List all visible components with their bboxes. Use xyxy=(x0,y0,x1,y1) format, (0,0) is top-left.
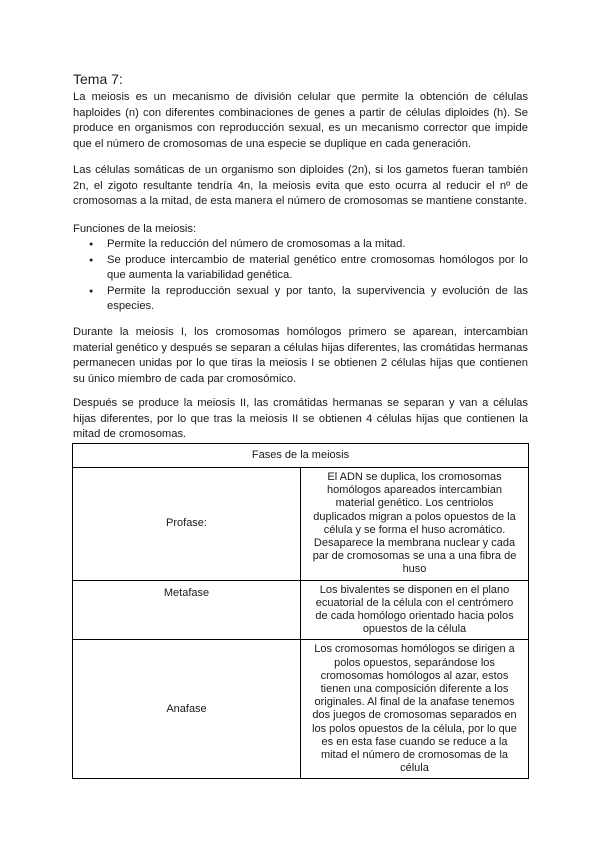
list-item: ● Se produce intercambio de material genético entre cromosomas homólogos por lo que aumenta la variabilidad genética. xyxy=(73,253,528,284)
meiosis-one-paragraph: Durante la meiosis I, los cromosomas homólogos primero se aparean, intercambian material genético y después se separan a células hijas diferentes, las cromátidas hermanas permanecen unidas por lo que tiras la meiosis I se obtienen 2 células hijas que contienen su único miembro de cada par cromosómico. xyxy=(73,326,528,385)
list-item: ● Permite la reducción del número de cromosomas a la mitad. xyxy=(73,237,528,253)
page-title: Tema 7: xyxy=(73,71,123,87)
phase-name-cell: Profase: xyxy=(73,468,301,581)
list-item: ● Permite la reproducción sexual y por tanto, la supervivencia y evolución de las especies. xyxy=(73,284,528,315)
phases-table xyxy=(72,443,529,779)
table-row xyxy=(73,468,529,581)
phase-description-cell: Los bivalentes se disponen en el plano ecuatorial de la célula con el centrómero de cada homólogo orientado hacia polos opuestos de la célula xyxy=(301,580,529,640)
phase-name-cell: Anafase xyxy=(73,640,301,779)
functions-list xyxy=(73,237,528,315)
meiosis-two-paragraph: Después se produce la meiosis II, las cromátidas hermanas se separan y van a células hijas diferentes, por lo que tras la meiosis II se obtienen 4 células hijas que contienen la mitad de cromosomas. xyxy=(73,397,528,441)
phase-name-cell: Metafase xyxy=(73,580,301,640)
phase-description-cell: El ADN se duplica, los cromosomas homólogos apareados intercambian material genético. Los centriolos duplicados migran a polos opuestos de la célula y se forma el huso acromático. Desaparece la membrana nuclear y cada par de cromosomas se una a una fibra de huso xyxy=(301,468,529,581)
table-header: Fases de la meiosis xyxy=(73,444,529,468)
table-row xyxy=(73,640,529,779)
intro-paragraph: La meiosis es un mecanismo de división celular que permite la obtención de células haploides (n) con diferentes combinaciones de genes a partir de células diploides (h). Se produce en organismos con reproducción sexual, es un mecanismo corrector que impide que el número de cromosomas de una especie se duplique en cada generación. xyxy=(73,91,528,150)
diploid-paragraph: Las células somáticas de un organismo son diploides (2n), si los gametos fueran también 2n, el zigoto resultante tendría 4n, la meiosis evita que esto ocurra al reducir el nº de cromosomas a la mitad, de esta manera el número de cromosomas se mantiene constante. xyxy=(73,164,528,208)
phase-description-cell: Los cromosomas homólogos se dirigen a polos opuestos, separándose los cromosomas homólogos al azar, estos tienen una composición diferente a los originales. Al final de la anafase tenemos dos juegos de cromosomas separados en los polos opuestos de la célula, por lo que es en esta fase cuando se reduce a la mitad el número de cromosomas de la célula xyxy=(301,640,529,779)
table-header-row xyxy=(73,444,529,468)
functions-heading: Funciones de la meiosis: xyxy=(73,223,197,235)
table-row xyxy=(73,580,529,640)
